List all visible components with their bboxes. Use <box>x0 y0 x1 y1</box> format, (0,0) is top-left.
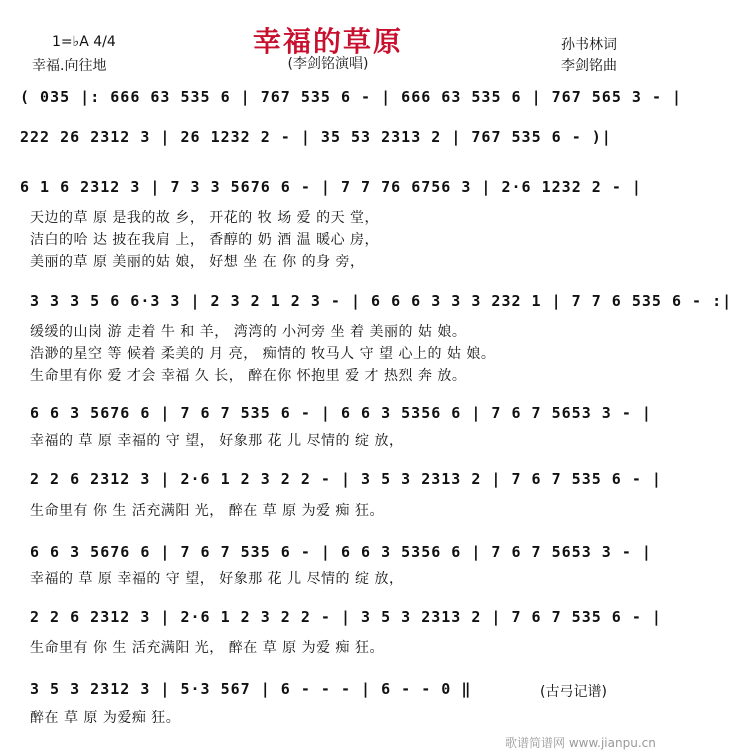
key-signature: 1=♭A 4/4 <box>52 34 116 50</box>
notation-line-3: 6 1 6 2312 3 | 7 3 3 5676 6 - | 7 7 76 6756 3 | 2·6 1232 2 - | <box>20 178 642 196</box>
lyric-line-7: 幸福的 草 原 幸福的 守 望， 好象那 花 儿 尽情的 绽 放， <box>30 571 404 587</box>
notation-line-9: 3 5 3 2312 3 | 5·3 567 | 6 - - - | 6 - - 0 ‖ <box>30 680 472 698</box>
song-title: 幸福的草原 <box>252 25 403 58</box>
notation-line-8: 2 2 6 2312 3 | 2·6 1 2 3 2 2 - | 3 5 3 2313 2 | 7 6 7 535 6 - | <box>30 608 662 626</box>
lyric-line-9: 醉在 草 原 为爱痴 狂。 <box>30 710 181 726</box>
lyric-line-4-verse-2: 浩渺的星空 等 候着 柔美的 月 亮， 痴情的 牧马人 守 望 心上的 姑 娘。 <box>30 346 496 362</box>
notation-line-1: ( 035 |: 666 63 535 6 | 767 535 6 - | 666 63 535 6 | 767 565 3 - | <box>20 88 683 106</box>
lyric-line-3-verse-3: 美丽的草 原 美丽的姑 娘， 好想 坐 在 你 的身 旁， <box>30 254 365 270</box>
notation-line-4: 3 3 3 5 6 6·3 3 | 2 3 2 1 2 3 - | 6 6 6 3 3 3 232 1 | 7 7 6 535 6 - :| <box>30 292 732 310</box>
lyric-line-4-verse-1: 缓缓的山岗 游 走着 牛 和 羊， 湾湾的 小河旁 坐 着 美丽的 姑 娘。 <box>30 324 467 340</box>
notation-line-7: 6 6 3 5676 6 | 7 6 7 535 6 - | 6 6 3 5356 6 | 7 6 7 5653 3 - | <box>30 543 652 561</box>
lyric-line-6: 生命里有 你 生 活充满阳 光， 醉在 草 原 为爱 痴 狂。 <box>30 503 385 519</box>
expression-marking: 幸福.向往地 <box>32 58 107 74</box>
lyric-line-4-verse-3: 生命里有你 爱 才会 幸福 久 长， 醉在你 怀抱里 爱 才 热烈 奔 放。 <box>30 368 467 384</box>
lyric-line-5: 幸福的 草 原 幸福的 守 望， 好象那 花 儿 尽情的 绽 放， <box>30 433 404 449</box>
notation-line-5: 6 6 3 5676 6 | 7 6 7 535 6 - | 6 6 3 5356 6 | 7 6 7 5653 3 - | <box>30 404 652 422</box>
lyric-line-3-verse-1: 天边的草 原 是我的故 乡， 开花的 牧 场 爱 的天 堂， <box>30 210 380 226</box>
singer-subtitle: (李剑铭演唱) <box>287 56 369 72</box>
transcriber-credit: (古弓记谱) <box>540 684 607 700</box>
site-watermark: 歌谱简谱网 www.jianpu.cn <box>505 736 656 750</box>
composer-credit: 李剑铭曲 <box>561 58 617 74</box>
notation-line-2: 222 26 2312 3 | 26 1232 2 - | 35 53 2313 2 | 767 535 6 - )| <box>20 128 612 146</box>
lyricist-credit: 孙书林词 <box>561 37 617 53</box>
lyric-line-3-verse-2: 洁白的哈 达 披在我肩 上， 香醇的 奶 酒 温 暖心 房， <box>30 232 380 248</box>
lyric-line-8: 生命里有 你 生 活充满阳 光， 醉在 草 原 为爱 痴 狂。 <box>30 640 385 656</box>
notation-line-6: 2 2 6 2312 3 | 2·6 1 2 3 2 2 - | 3 5 3 2313 2 | 7 6 7 535 6 - | <box>30 470 662 488</box>
